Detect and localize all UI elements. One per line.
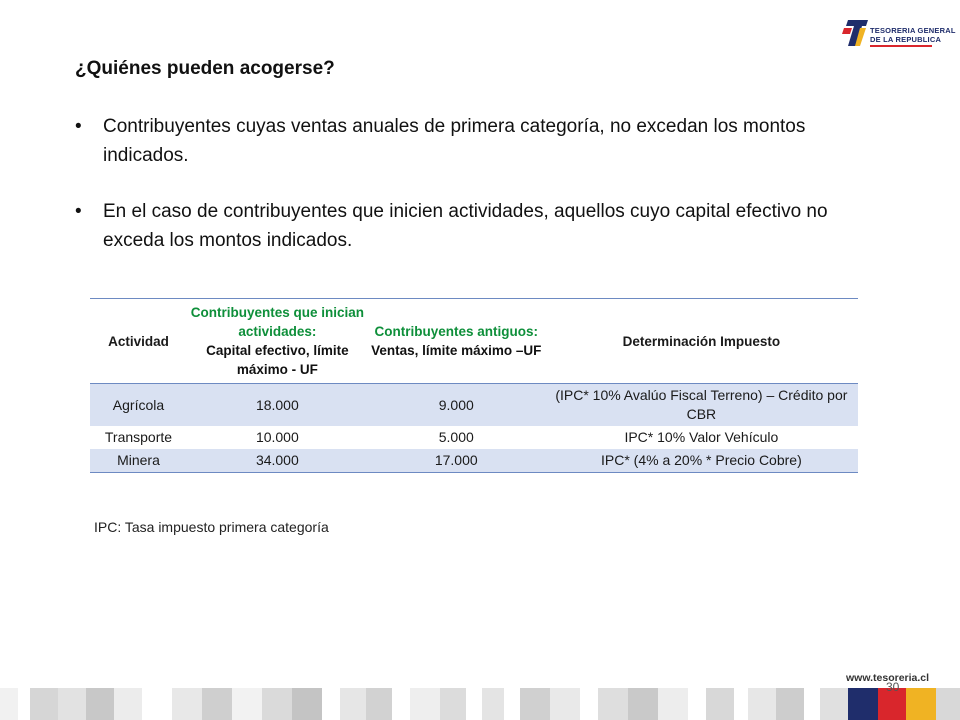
cell-impuesto: (IPC* 10% Avalúo Fiscal Terreno) – Crédito por CBR (545, 384, 858, 427)
cell-capital: 34.000 (187, 449, 368, 473)
tesoreria-logo-icon (842, 18, 868, 48)
header-actividad: Actividad (108, 333, 169, 349)
bullet-list (75, 112, 855, 282)
header-impuesto: Determinación Impuesto (622, 333, 781, 349)
cell-actividad: Transporte (104, 429, 173, 445)
logo-underline (870, 45, 932, 47)
cell-capital: 10.000 (255, 429, 299, 445)
cell-actividad: Agrícola (90, 384, 187, 427)
header-capital-green: Contribuyentes que inician actividades: (190, 305, 364, 339)
bullet-text: En el caso de contribuyentes que inicien actividades, aquellos cuyo capital efectivo no exceda los montos indicados. (103, 201, 828, 251)
table-row (90, 384, 858, 427)
cell-ventas: 9.000 (368, 384, 545, 427)
header-ventas (368, 299, 545, 384)
header-capital-dark: Capital efectivo, límite máximo - UF (206, 343, 349, 377)
cell-ventas: 5.000 (438, 429, 474, 445)
tesoreria-logo (842, 18, 956, 52)
table-row (90, 426, 858, 449)
cell-actividad: Minera (90, 449, 187, 473)
table-header-row (90, 299, 858, 384)
footer-stripe (0, 688, 960, 720)
header-capital (187, 299, 368, 384)
header-ventas-green: Contribuyentes antiguos: (374, 324, 539, 339)
header-ventas-dark: Ventas, límite máximo –UF (371, 343, 542, 358)
bullet-text: Contribuyentes cuyas ventas anuales de primera categoría, no excedan los montos indicados. (103, 116, 806, 166)
bullet-item (75, 112, 855, 170)
page-number: 30 (886, 680, 900, 694)
cell-ventas: 17.000 (368, 449, 545, 473)
cell-capital: 18.000 (187, 384, 368, 427)
website-url: www.tesoreria.cl (846, 672, 930, 684)
bullet-item (75, 197, 855, 255)
page-title: ¿Quiénes pueden acogerse? (75, 58, 335, 79)
logo-line2: DE LA REPUBLICA (870, 35, 942, 44)
table-row (90, 449, 858, 473)
bullet-dot: • (75, 116, 82, 137)
limits-table (90, 298, 858, 473)
cell-impuesto: IPC* (4% a 20% * Precio Cobre) (545, 449, 858, 473)
logo-line1: TESORERIA GENERAL (870, 26, 956, 35)
cell-impuesto: IPC* 10% Valor Vehículo (624, 429, 779, 445)
bullet-dot: • (75, 201, 82, 222)
footnote: IPC: Tasa impuesto primera categoría (94, 519, 329, 535)
